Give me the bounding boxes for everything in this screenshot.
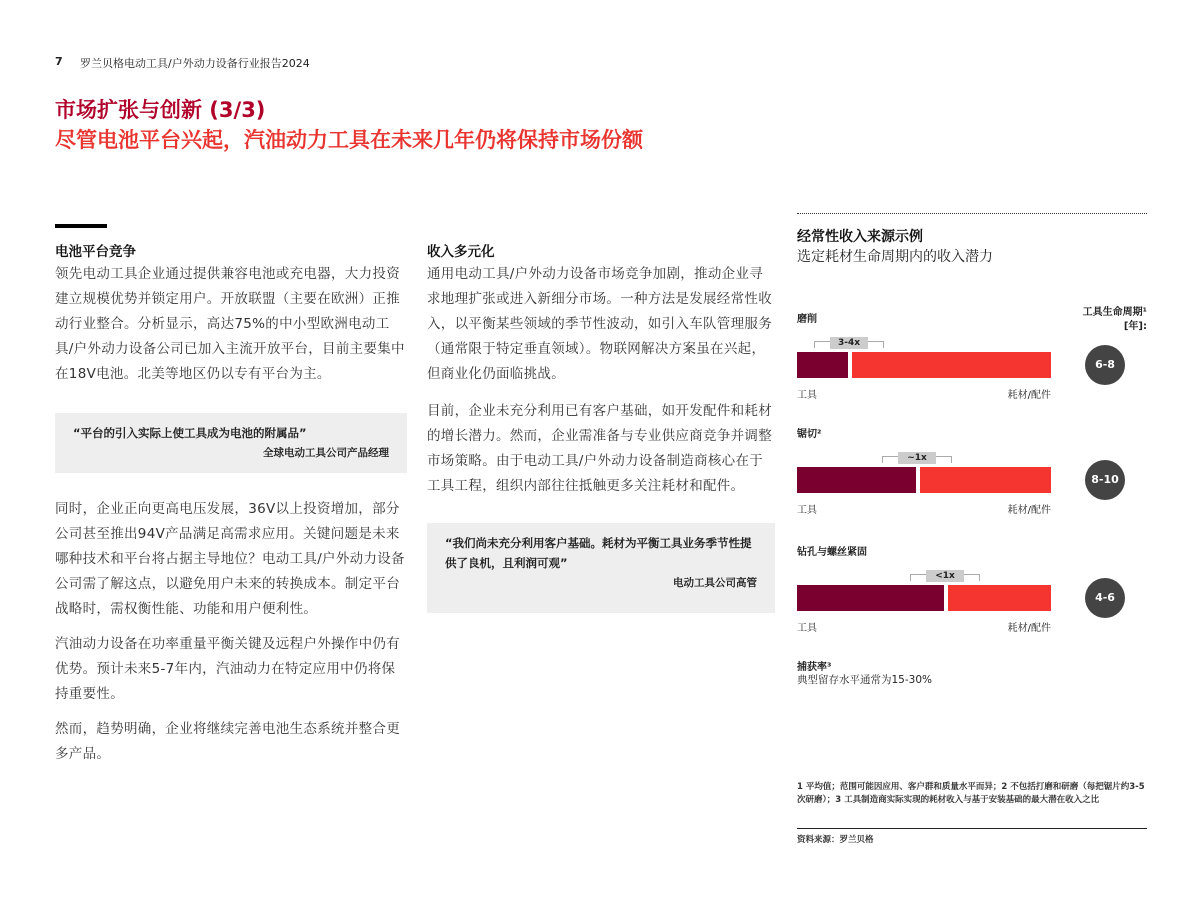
quote-text: “平台的引入实际上使工具成为电池的附属品” <box>73 426 307 440</box>
tool-bar <box>797 585 944 611</box>
quote-box <box>55 413 407 473</box>
capture-text: 典型留存水平通常为15-30% <box>797 674 932 686</box>
footnotes: 1 平均值；范围可能因应用、客户群和质量水平而异；2 不包括打磨和研磨（每把锯片约3-5次研磨）；3 工具制造商实际实现的耗材收入与基于安装基础的最大潜在收入之比 <box>797 782 1145 805</box>
footer-rule <box>797 828 1147 829</box>
row-label: 锯切² <box>797 429 822 440</box>
chart-top-rule <box>797 213 1147 214</box>
lifecycle-header: 工具生命周期¹ [年]: <box>1082 307 1147 332</box>
paragraph: 同时，企业正向更高电压发展，36V以上投资增加，部分公司甚至推出94V产品满足高需求应用。关键问题是未来哪种技术和平台将占据主导地位？电动工具/户外动力设备公司需了解这点，以避免用户未来的转换成本。制定平台战略时，需权衡性能、功能和用户便利性。 <box>55 501 405 617</box>
paragraph: 目前，企业未充分利用已有客户基础，如开发配件和耗材的增长潜力。然而，企业需准备与专业供应商竞争并调整市场策略。由于电动工具/户外动力设备制造商核心在于工具工程，组织内部往往抵触更多关注耗材和配件。 <box>427 403 772 494</box>
tool-bar <box>797 467 916 493</box>
paragraph: 汽油动力设备在功率重量平衡关键及远程户外操作中仍有优势。预计未来5-7年内，汽油动力在特定应用中仍将保持重要性。 <box>55 636 400 702</box>
report-title: 罗兰贝格电动工具/户外动力设备行业报告2024 <box>80 57 310 70</box>
left-column <box>55 240 407 767</box>
tool-label: 工具 <box>797 623 817 634</box>
paragraph: 然而，趋势明确，企业将继续完善电池生态系统并整合更多产品。 <box>55 721 400 762</box>
page-subtitle: 尽管电池平台兴起，汽油动力工具在未来几年仍将保持市场份额 <box>55 128 643 152</box>
paragraph: 领先电动工具企业通过提供兼容电池或充电器，大力投资建立规模优势并锁定用户。开放联盟（主要在欧洲）正推动行业整合。分析显示，高达75%的中小型欧洲电动工具/户外动力设备公司已加入主流开放平台，目前主要集中在18V电池。北美等地区仍以专有平台为主。 <box>55 266 405 382</box>
section-heading: 收入多元化 <box>427 244 495 260</box>
quote-source: 电动工具公司高管 <box>673 577 757 589</box>
tool-label: 工具 <box>797 390 817 401</box>
lifecycle-badge: 4-6 <box>1085 578 1125 618</box>
page-title: 市场扩张与创新 (3/3) <box>55 98 266 122</box>
lifecycle-badge: 6-8 <box>1085 345 1125 385</box>
chart-subtitle: 选定耗材生命周期内的收入潜力 <box>797 249 993 265</box>
lifecycle-badge: 8-10 <box>1085 460 1125 500</box>
multiple-label: <1x <box>926 570 964 582</box>
consumable-bar <box>852 352 1051 378</box>
tool-bar <box>797 352 848 378</box>
consumable-label: 耗材/配件 <box>1007 390 1051 401</box>
consumable-label: 耗材/配件 <box>1007 623 1051 634</box>
row-label: 钻孔与螺丝紧固 <box>797 547 867 558</box>
tool-label: 工具 <box>797 505 817 516</box>
quote-box <box>427 523 775 613</box>
chart-title: 经常性收入来源示例 <box>797 229 923 245</box>
consumable-label: 耗材/配件 <box>1007 505 1051 516</box>
multiple-label: 3-4x <box>830 337 868 349</box>
paragraph: 通用电动工具/户外动力设备市场竞争加剧，推动企业寻求地理扩张或进入新细分市场。一种方法是发展经常性收入，以平衡某些领域的季节性波动，如引入车队管理服务（通常限于特定垂直领域）。物联网解决方案虽在兴起，但商业化仍面临挑战。 <box>427 266 772 382</box>
capture-label: 捕获率³ <box>797 662 832 673</box>
consumable-bar <box>920 467 1051 493</box>
row-label: 磨削 <box>797 314 817 325</box>
quote-source: 全球电动工具公司产品经理 <box>263 447 389 459</box>
middle-column <box>427 240 775 613</box>
page-number: 7 <box>55 55 63 68</box>
consumable-bar <box>948 585 1051 611</box>
multiple-label: ~1x <box>898 452 936 464</box>
quote-text: “我们尚未充分利用客户基础。耗材为平衡工具业务季节性提供了良机，且利润可观” <box>445 536 752 570</box>
section-heading: 电池平台竞争 <box>55 244 136 260</box>
source: 资料来源：罗兰贝格 <box>797 835 874 845</box>
section-divider <box>55 224 107 228</box>
